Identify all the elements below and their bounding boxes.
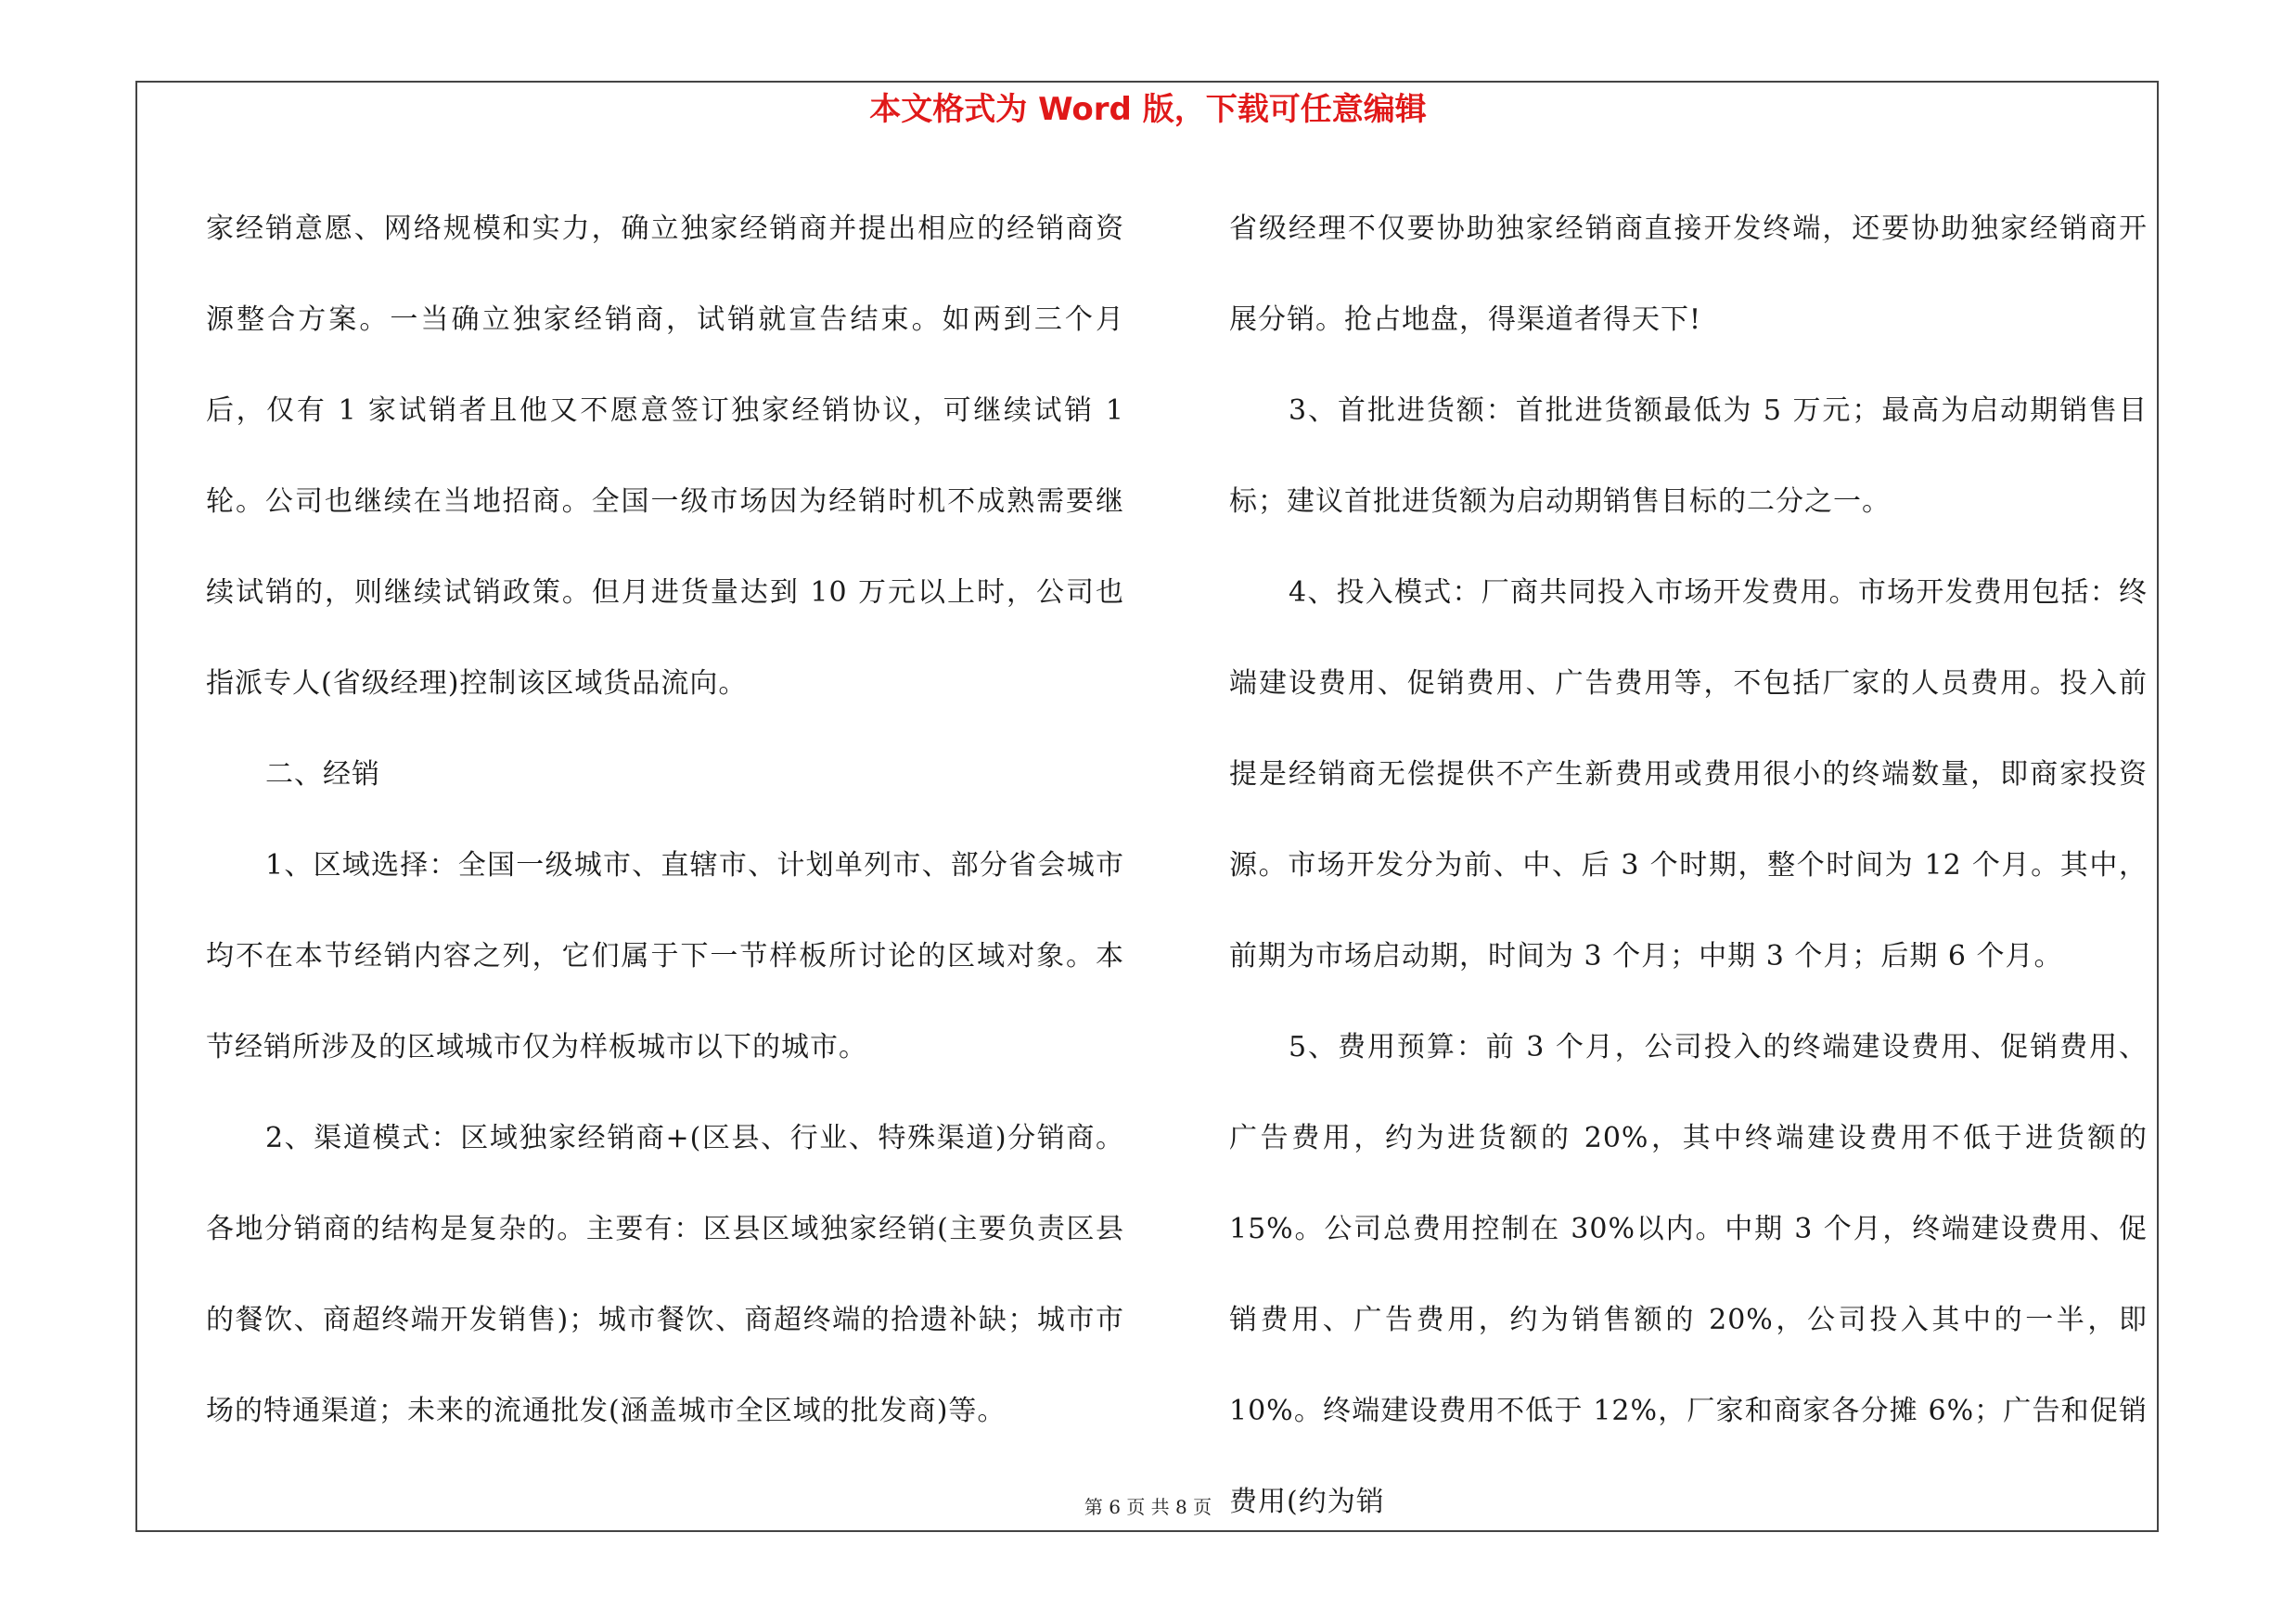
header-banner: 本文格式为 Word 版，下载可任意编辑 [869,91,1427,128]
paragraph: 5、费用预算：前 3 个月，公司投入的终端建设费用、促销费用、广告费用，约为进货额的 20%，其中终端建设费用不低于进货额的 15%。公司总费用控制在 30%以内。中期 3 个月，终端建设费用、促销费用、广告费用，约为销售额的 20%，公司投入其中的一半，即 10%。终端建设费用不低于 12%，厂家和商家各分摊 6%；广告和促销费用(约为销 [1229,1031,2148,1518]
paragraph: 省级经理不仅要协助独家经销商直接开发终端，还要协助独家经销商开展分销。抢占地盘，得渠道者得天下! [1229,213,2148,336]
paragraph: 家经销意愿、网络规模和实力，确立独家经销商并提出相应的经销商资源整合方案。一当确立独家经销商，试销就宣告结束。如两到三个月后，仅有 1 家试销者且他又不愿意签订独家经销协议，可继续试销 1 轮。公司也继续在当地招商。全国一级市场因为经销时机不成熟需要继续试销的，则继续试销政策。但月进货量达到 10 万元以上时，公司也指派专人(省级经理)控制该区域货品流向。 [206,213,1124,700]
paragraph: 3、首批进货额：首批进货额最低为 5 万元；最高为启动期销售目标；建议首批进货额为启动期销售目标的二分之一。 [1229,394,2148,518]
paragraph: 1、区域选择：全国一级城市、直辖市、计划单列市、部分省会城市均不在本节经销内容之列，它们属于下一节样板所讨论的区域对象。本节经销所涉及的区域城市仅为样板城市以下的城市。 [206,849,1124,1063]
right-column [1229,184,2148,1548]
page-number: 第 6 页 共 8 页 [1084,1496,1212,1518]
paragraph: 4、投入模式：厂商共同投入市场开发费用。市场开发费用包括：终端建设费用、促销费用、广告费用等，不包括厂家的人员费用。投入前提是经销商无偿提供不产生新费用或费用很小的终端数量，即商家投资源。市场开发分为前、中、后 3 个时期，整个时间为 12 个月。其中，前期为市场启动期，时间为 3 个月；中期 3 个月；后期 6 个月。 [1229,576,2148,973]
paragraph: 2、渠道模式：区域独家经销商+(区县、行业、特殊渠道)分销商。各地分销商的结构是复杂的。主要有：区县区域独家经销(主要负责区县的餐饮、商超终端开发销售)；城市餐饮、商超终端的拾遗补缺；城市市场的特通渠道；未来的流通批发(涵盖城市全区域的批发商)等。 [206,1122,1125,1427]
section-heading: 二、经销 [265,758,380,791]
left-column [206,184,1124,1457]
